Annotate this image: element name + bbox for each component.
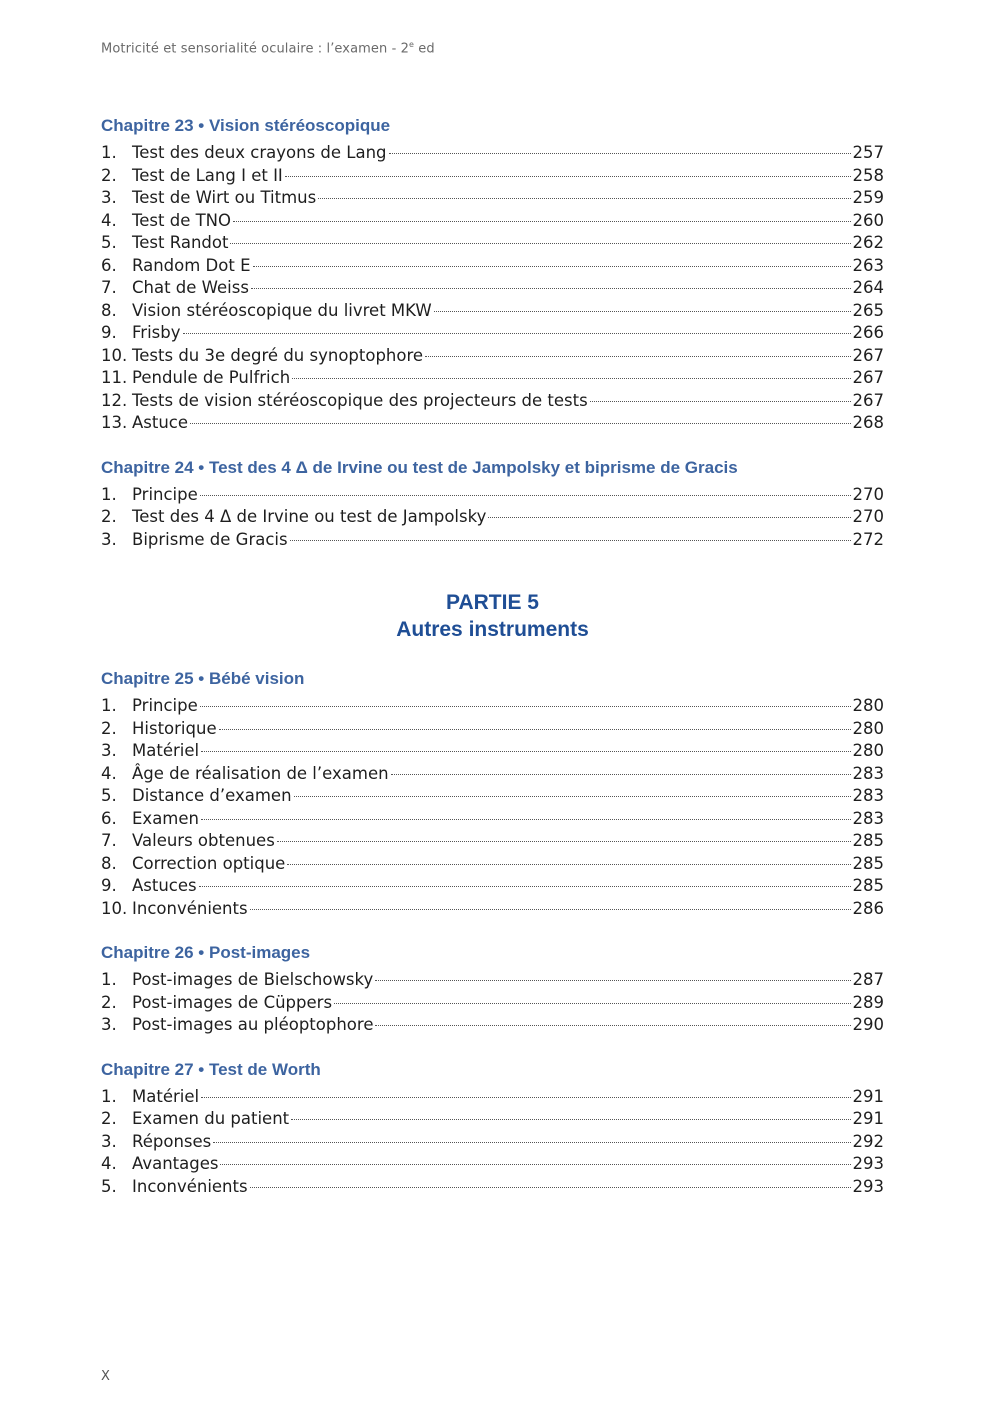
entry-page: 264 [852,278,884,297]
chapter-section [101,457,884,552]
dot-leader [425,355,850,357]
entry-label: Post-images de Bielschowsky [132,970,374,989]
dot-leader [292,377,850,379]
toc-entry[interactable] [101,1014,884,1037]
entry-label: Biprisme de Gracis [132,529,288,549]
entry-page: 292 [852,1131,884,1151]
entry-number: 2. [101,165,117,185]
entry-label: Tests de vision stéréoscopique des projecteurs de tests [132,390,588,410]
edition-superscript: e [408,40,415,49]
dot-leader [253,265,851,267]
dot-leader [391,773,851,775]
toc-entry[interactable] [101,277,884,300]
part-number: PARTIE 5 [446,591,539,614]
dot-leader [219,728,851,730]
dot-leader [389,152,851,154]
toc-entry[interactable] [101,165,884,188]
entry-label: Correction optique [132,853,286,873]
running-title: Motricité et sensorialité oculaire : l’examen - 2 [101,41,409,57]
toc-entry[interactable] [101,367,884,390]
entry-number: 4. [101,210,117,230]
dot-leader [287,863,850,865]
toc-entry[interactable] [101,142,884,165]
entry-number: 5. [101,786,117,805]
entry-label: Avantages [132,1154,219,1173]
toc-entry[interactable] [101,255,884,278]
toc-entry[interactable] [101,1131,884,1154]
toc-entry[interactable] [101,992,884,1015]
entry-number: 12. [101,390,128,410]
chapter-gap [101,435,884,457]
entry-page: 285 [852,831,884,850]
entry-page: 262 [852,233,884,252]
entry-page: 283 [852,786,884,805]
entry-number: 10. [101,898,128,918]
entry-page: 263 [852,255,884,275]
entry-label: Vision stéréoscopique du livret MKW [132,300,432,320]
entry-page: 293 [852,1154,884,1173]
dot-leader [220,1163,850,1165]
entry-label: Post-images de Cüppers [132,992,333,1012]
running-head [101,40,435,56]
entry-label: Réponses [132,1131,212,1151]
toc-entry[interactable] [101,210,884,233]
dot-leader [434,310,851,312]
table-of-contents [101,115,884,1198]
toc-entry[interactable] [101,1086,884,1109]
chapter-section [101,668,884,920]
entry-number: 7. [101,831,117,850]
toc-entry[interactable] [101,808,884,831]
toc-entry[interactable] [101,187,884,210]
entry-page: 267 [852,368,884,387]
dot-leader [318,197,850,199]
chapter-section [101,115,884,435]
entry-number: 9. [101,323,117,342]
chapter-title[interactable]: Chapitre 26 • Post-images [101,943,311,962]
dot-leader [199,885,851,887]
dot-leader [277,840,851,842]
entry-label: Random Dot E [132,255,251,275]
part-title: Autres instruments [396,618,589,641]
chapter-title[interactable]: Chapitre 23 • Vision stéréoscopique [101,116,391,135]
entry-number: 1. [101,970,117,989]
entry-number: 6. [101,808,117,828]
entry-number: 5. [101,233,117,252]
entry-page: 258 [852,165,884,185]
toc-entry[interactable] [101,830,884,853]
entry-label: Âge de réalisation de l’examen [132,763,389,783]
entry-number: 1. [101,484,117,504]
entry-label: Astuce [132,413,189,432]
toc-entry[interactable] [101,875,884,898]
entry-page: 285 [852,876,884,895]
chapters-group-b [101,668,884,1198]
dot-leader [213,1141,850,1143]
entry-number: 8. [101,300,117,320]
entry-label: Historique [132,718,217,738]
chapters-group-a [101,115,884,551]
entry-number: 3. [101,529,117,549]
toc-entry[interactable] [101,763,884,786]
toc-entry[interactable] [101,390,884,413]
toc-entry[interactable] [101,898,884,921]
toc-entry[interactable] [101,529,884,552]
entry-label: Matériel [132,741,200,760]
dot-leader [285,175,851,177]
entry-label: Tests du 3e degré du synoptophore [132,345,424,365]
entry-number: 9. [101,876,117,895]
entry-page: 267 [852,390,884,410]
entry-page: 280 [852,696,884,715]
chapter-gap [101,1037,884,1059]
entry-page: 289 [852,992,884,1012]
toc-entry[interactable] [101,853,884,876]
entry-page: 259 [852,188,884,207]
toc-entry[interactable] [101,969,884,992]
toc-entry[interactable] [101,412,884,435]
entry-label: Post-images au pléoptophore [132,1015,374,1034]
entry-label: Pendule de Pulfrich [132,368,291,387]
entry-page: 257 [852,143,884,162]
page-folio: X [101,1369,110,1384]
chapter-section [101,1059,884,1199]
dot-leader [230,242,850,244]
entry-number: 7. [101,278,117,297]
dot-leader [291,1118,850,1120]
entry-label: Principe [132,696,198,715]
toc-entry[interactable] [101,232,884,255]
dot-leader [294,795,851,797]
entry-label: Valeurs obtenues [132,831,275,850]
edition-suffix: ed [414,41,435,57]
entry-page: 290 [852,1015,884,1034]
entry-number: 2. [101,1109,117,1128]
toc-entry[interactable] [101,1176,884,1199]
entry-label: Inconvénients [132,898,248,918]
chapter-title[interactable]: Chapitre 25 • Bébé vision [101,669,305,688]
part-heading [101,589,884,643]
entry-page: 267 [852,345,884,365]
entry-label: Test de Lang I et II [132,165,283,185]
chapter-section [101,942,884,1037]
entry-page: 293 [852,1176,884,1196]
dot-leader [201,750,850,752]
entry-label: Test des 4 Δ de Irvine ou test de Jampolsky [132,507,487,526]
entry-number: 8. [101,853,117,873]
entry-number: 4. [101,763,117,783]
entry-number: 3. [101,188,117,207]
entry-number: 1. [101,696,117,715]
entry-number: 4. [101,1154,117,1173]
dot-leader [200,494,851,496]
entry-page: 291 [852,1086,884,1106]
entry-number: 3. [101,1131,117,1151]
entry-number: 1. [101,143,117,162]
entry-label: Examen du patient [132,1109,290,1128]
entry-label: Astuces [132,876,197,895]
entry-label: Matériel [132,1086,200,1106]
entry-label: Principe [132,484,198,504]
entry-label: Test de TNO [132,210,232,230]
dot-leader [183,332,851,334]
entry-page: 287 [852,970,884,989]
entry-number: 6. [101,255,117,275]
entry-page: 272 [852,529,884,549]
entry-page: 268 [852,413,884,432]
dot-leader [233,220,850,222]
dot-leader [488,516,850,518]
entry-page: 265 [852,300,884,320]
entry-number: 3. [101,741,117,760]
toc-entry[interactable] [101,718,884,741]
toc-entry[interactable] [101,484,884,507]
dot-leader [201,1096,850,1098]
entry-number: 11. [101,368,128,387]
dot-leader [334,1002,850,1004]
dot-leader [250,908,851,910]
toc-entry[interactable] [101,695,884,718]
toc-entry[interactable] [101,345,884,368]
entry-label: Test Randot [132,233,229,252]
entry-label: Test des deux crayons de Lang [132,143,387,162]
chapter-title[interactable]: Chapitre 24 • Test des 4 Δ de Irvine ou test de Jampolsky et biprisme de Gracis [101,457,738,477]
entry-label: Test de Wirt ou Titmus [132,188,317,207]
dot-leader [190,422,850,424]
entry-page: 280 [852,741,884,760]
entry-number: 2. [101,992,117,1012]
toc-entry[interactable] [101,1108,884,1131]
toc-entry[interactable] [101,322,884,345]
dot-leader [375,979,850,981]
entry-number: 2. [101,507,117,526]
dot-leader [250,1186,851,1188]
entry-page: 283 [852,763,884,783]
entry-number: 1. [101,1086,117,1106]
dot-leader [201,818,851,820]
entry-number: 10. [101,345,128,365]
entry-page: 286 [852,898,884,918]
toc-entry[interactable] [101,785,884,808]
entry-page: 291 [852,1109,884,1128]
entry-number: 5. [101,1176,117,1196]
entry-label: Examen [132,808,199,828]
chapter-title[interactable]: Chapitre 27 • Test de Worth [101,1059,321,1079]
entry-number: 3. [101,1015,117,1034]
dot-leader [590,400,851,402]
entry-number: 13. [101,413,128,432]
entry-page: 260 [852,210,884,230]
entry-label: Chat de Weiss [132,278,249,297]
entry-page: 270 [852,484,884,504]
entry-label: Inconvénients [132,1176,248,1196]
entry-page: 283 [852,808,884,828]
dot-leader [251,287,851,289]
entry-page: 270 [852,507,884,526]
entry-page: 285 [852,853,884,873]
dot-leader [290,539,851,541]
dot-leader [375,1024,850,1026]
entry-page: 266 [852,323,884,342]
toc-entry[interactable] [101,300,884,323]
entry-label: Distance d’examen [132,786,292,805]
dot-leader [200,705,851,707]
entry-number: 2. [101,718,117,738]
toc-entry[interactable] [101,740,884,763]
toc-entry[interactable] [101,1153,884,1176]
entry-page: 280 [852,718,884,738]
toc-entry[interactable] [101,506,884,529]
chapter-gap [101,920,884,942]
entry-label: Frisby [132,323,181,342]
